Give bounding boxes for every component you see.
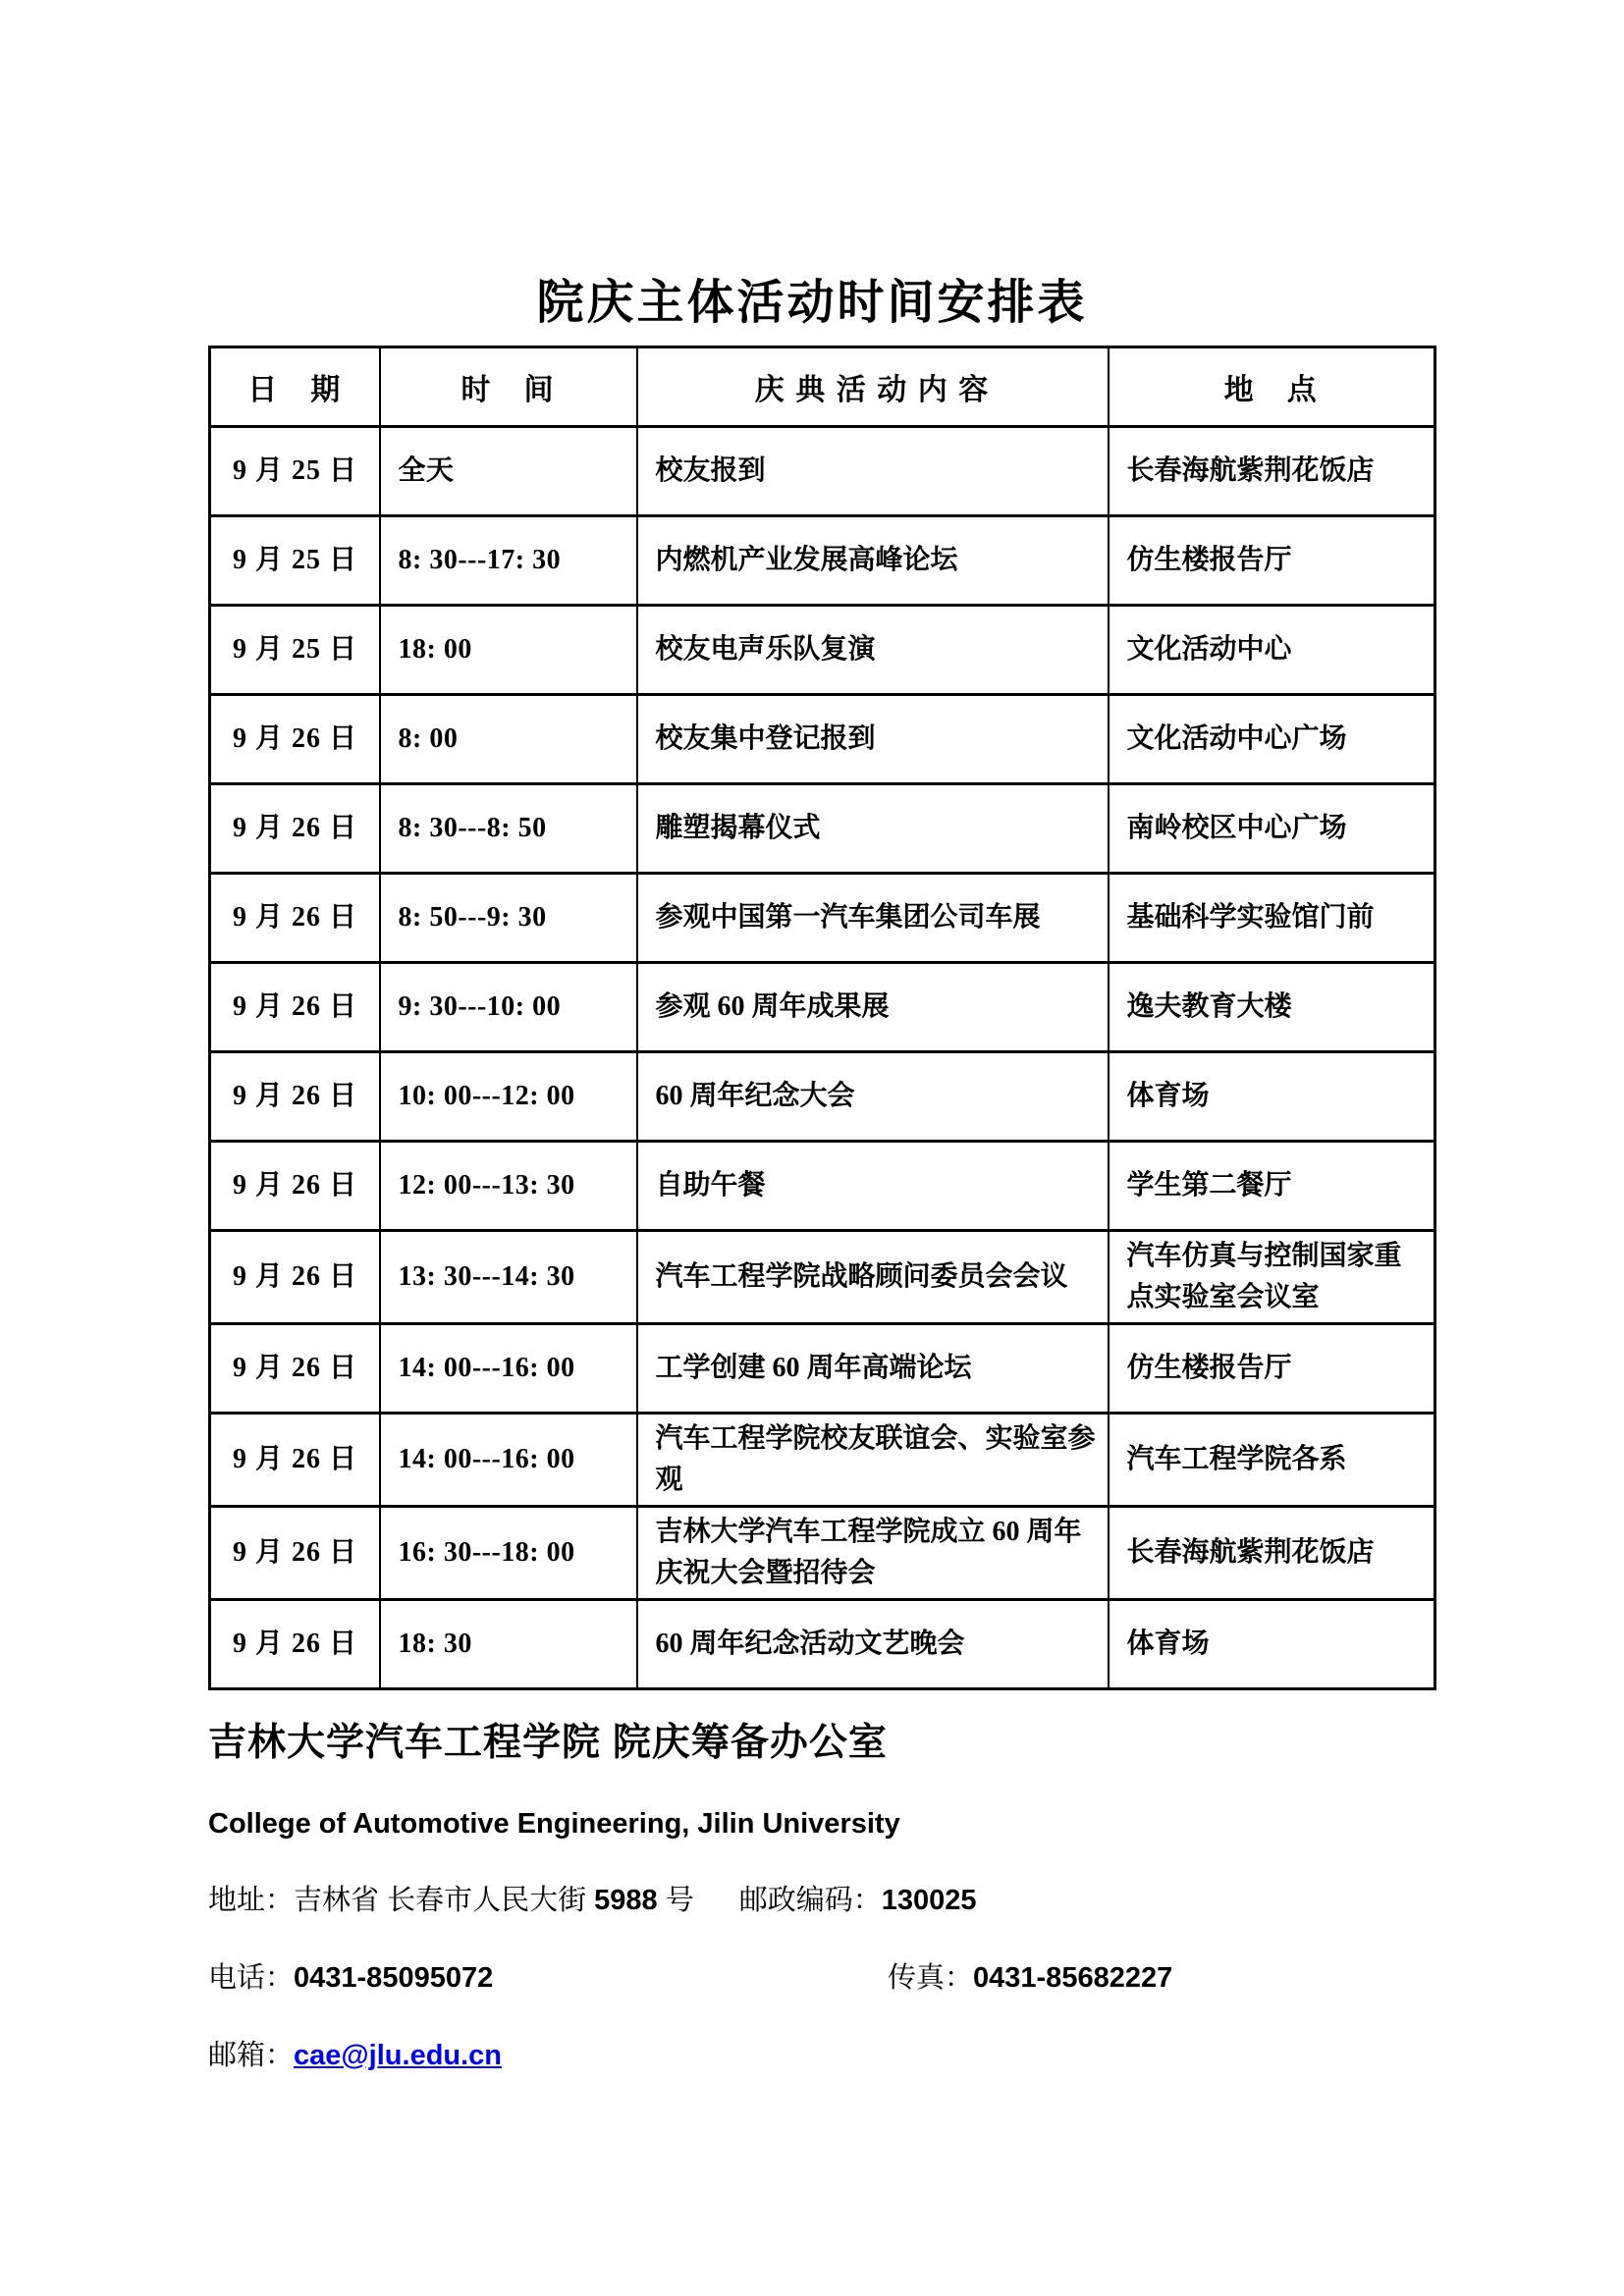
table-row bbox=[210, 694, 1435, 783]
cell-location: 逸夫教育大楼 bbox=[1109, 962, 1435, 1051]
table-row bbox=[210, 1323, 1435, 1413]
cell-location: 仿生楼报告厅 bbox=[1109, 515, 1435, 605]
cell-location: 体育场 bbox=[1109, 1051, 1435, 1141]
column-header-time: 时 间 bbox=[380, 347, 637, 426]
phone-value: 0431-85095072 bbox=[294, 1961, 494, 1994]
table-row bbox=[210, 1413, 1435, 1506]
cell-time: 18: 30 bbox=[380, 1599, 637, 1688]
cell-time: 8: 50---9: 30 bbox=[380, 873, 637, 962]
table-row bbox=[210, 1230, 1435, 1323]
cell-date: 9 月 26 日 bbox=[210, 1506, 380, 1599]
cell-date: 9 月 26 日 bbox=[210, 783, 380, 873]
column-header-date: 日 期 bbox=[210, 347, 380, 426]
cell-location: 基础科学实验馆门前 bbox=[1109, 873, 1435, 962]
cell-activity: 工学创建 60 周年高端论坛 bbox=[637, 1323, 1109, 1413]
address-text: 吉林省 长春市人民大街 bbox=[294, 1884, 595, 1916]
cell-date: 9 月 25 日 bbox=[210, 426, 380, 515]
cell-activity: 参观 60 周年成果展 bbox=[637, 962, 1109, 1051]
cell-activity: 60 周年纪念活动文艺晚会 bbox=[637, 1599, 1109, 1688]
cell-time: 12: 00---13: 30 bbox=[380, 1141, 637, 1230]
cell-date: 9 月 26 日 bbox=[210, 1413, 380, 1506]
cell-activity: 参观中国第一汽车集团公司车展 bbox=[637, 873, 1109, 962]
postcode-group bbox=[739, 1885, 977, 1916]
cell-activity: 自助午餐 bbox=[637, 1141, 1109, 1230]
cell-location: 仿生楼报告厅 bbox=[1109, 1323, 1435, 1413]
table-row bbox=[210, 1506, 1435, 1599]
cell-date: 9 月 26 日 bbox=[210, 962, 380, 1051]
page-title: 院庆主体活动时间安排表 bbox=[536, 277, 1088, 329]
cell-date: 9 月 26 日 bbox=[210, 694, 380, 783]
cell-activity: 内燃机产业发展高峰论坛 bbox=[637, 515, 1109, 605]
table-row bbox=[210, 1051, 1435, 1141]
organization-name-cn: 吉林大学汽车工程学院 院庆筹备办公室 bbox=[208, 1721, 888, 1764]
cell-date: 9 月 26 日 bbox=[210, 1599, 380, 1688]
phone-group bbox=[208, 1955, 888, 1996]
cell-activity: 校友电声乐队复演 bbox=[637, 605, 1109, 694]
fax-label: 传真： bbox=[888, 1961, 974, 1994]
footer-block bbox=[208, 1712, 1624, 2073]
cell-time: 8: 30---17: 30 bbox=[380, 515, 637, 605]
table-header-row bbox=[210, 347, 1435, 426]
column-header-location: 地 点 bbox=[1109, 347, 1435, 426]
table-row bbox=[210, 605, 1435, 694]
fax-group bbox=[888, 1962, 1172, 1994]
cell-time: 9: 30---10: 00 bbox=[380, 962, 637, 1051]
cell-time: 18: 00 bbox=[380, 605, 637, 694]
cell-activity: 60 周年纪念大会 bbox=[637, 1051, 1109, 1141]
address-label: 地址： bbox=[208, 1884, 295, 1916]
email-link[interactable]: cae@jlu.edu.cn bbox=[294, 2039, 503, 2071]
cell-activity: 校友集中登记报到 bbox=[637, 694, 1109, 783]
cell-location: 体育场 bbox=[1109, 1599, 1435, 1688]
cell-activity: 汽车工程学院战略顾问委员会会议 bbox=[637, 1230, 1109, 1323]
table-row bbox=[210, 515, 1435, 605]
cell-date: 9 月 25 日 bbox=[210, 515, 380, 605]
cell-activity: 校友报到 bbox=[637, 426, 1109, 515]
column-header-activity: 庆 典 活 动 内 容 bbox=[637, 347, 1109, 426]
cell-time: 16: 30---18: 00 bbox=[380, 1506, 637, 1599]
cell-activity: 雕塑揭幕仪式 bbox=[637, 783, 1109, 873]
cell-location: 汽车工程学院各系 bbox=[1109, 1413, 1435, 1506]
table-row bbox=[210, 426, 1435, 515]
cell-location: 南岭校区中心广场 bbox=[1109, 783, 1435, 873]
table-row bbox=[210, 783, 1435, 873]
cell-date: 9 月 25 日 bbox=[210, 605, 380, 694]
cell-time: 8: 00 bbox=[380, 694, 637, 783]
cell-date: 9 月 26 日 bbox=[210, 873, 380, 962]
cell-location: 长春海航紫荆花饭店 bbox=[1109, 1506, 1435, 1599]
cell-date: 9 月 26 日 bbox=[210, 1051, 380, 1141]
cell-activity: 汽车工程学院校友联谊会、实验室参观 bbox=[637, 1413, 1109, 1506]
email-line bbox=[208, 2033, 1624, 2073]
cell-date: 9 月 26 日 bbox=[210, 1141, 380, 1230]
postcode-label: 邮政编码： bbox=[738, 1884, 882, 1916]
phone-fax-line bbox=[208, 1955, 1624, 1996]
schedule-table bbox=[208, 346, 1436, 1690]
cell-location: 汽车仿真与控制国家重点实验室会议室 bbox=[1109, 1230, 1435, 1323]
cell-date: 9 月 26 日 bbox=[210, 1323, 380, 1413]
address-number: 5988 bbox=[594, 1884, 658, 1916]
cell-time: 13: 30---14: 30 bbox=[380, 1230, 637, 1323]
cell-date: 9 月 26 日 bbox=[210, 1230, 380, 1323]
table-row bbox=[210, 1599, 1435, 1688]
cell-time: 14: 00---16: 00 bbox=[380, 1413, 637, 1506]
cell-location: 文化活动中心广场 bbox=[1109, 694, 1435, 783]
email-label: 邮箱： bbox=[208, 2039, 295, 2071]
table-row bbox=[210, 1141, 1435, 1230]
cell-location: 长春海航紫荆花饭店 bbox=[1109, 426, 1435, 515]
organization-name-en: College of Automotive Engineering, Jilin University bbox=[208, 1807, 900, 1840]
cell-location: 文化活动中心 bbox=[1109, 605, 1435, 694]
cell-location: 学生第二餐厅 bbox=[1109, 1141, 1435, 1230]
cell-time: 10: 00---12: 00 bbox=[380, 1051, 637, 1141]
cell-time: 8: 30---8: 50 bbox=[380, 783, 637, 873]
fax-value: 0431-85682227 bbox=[973, 1961, 1173, 1994]
cell-time: 全天 bbox=[380, 426, 637, 515]
phone-label: 电话： bbox=[208, 1961, 295, 1994]
cell-time: 14: 00---16: 00 bbox=[380, 1323, 637, 1413]
postcode-value: 130025 bbox=[881, 1884, 977, 1916]
table-row bbox=[210, 962, 1435, 1051]
cell-activity: 吉林大学汽车工程学院成立 60 周年庆祝大会暨招待会 bbox=[637, 1506, 1109, 1599]
table-row bbox=[210, 873, 1435, 962]
address-line bbox=[208, 1878, 1624, 1918]
address-suffix: 号 bbox=[657, 1884, 694, 1916]
